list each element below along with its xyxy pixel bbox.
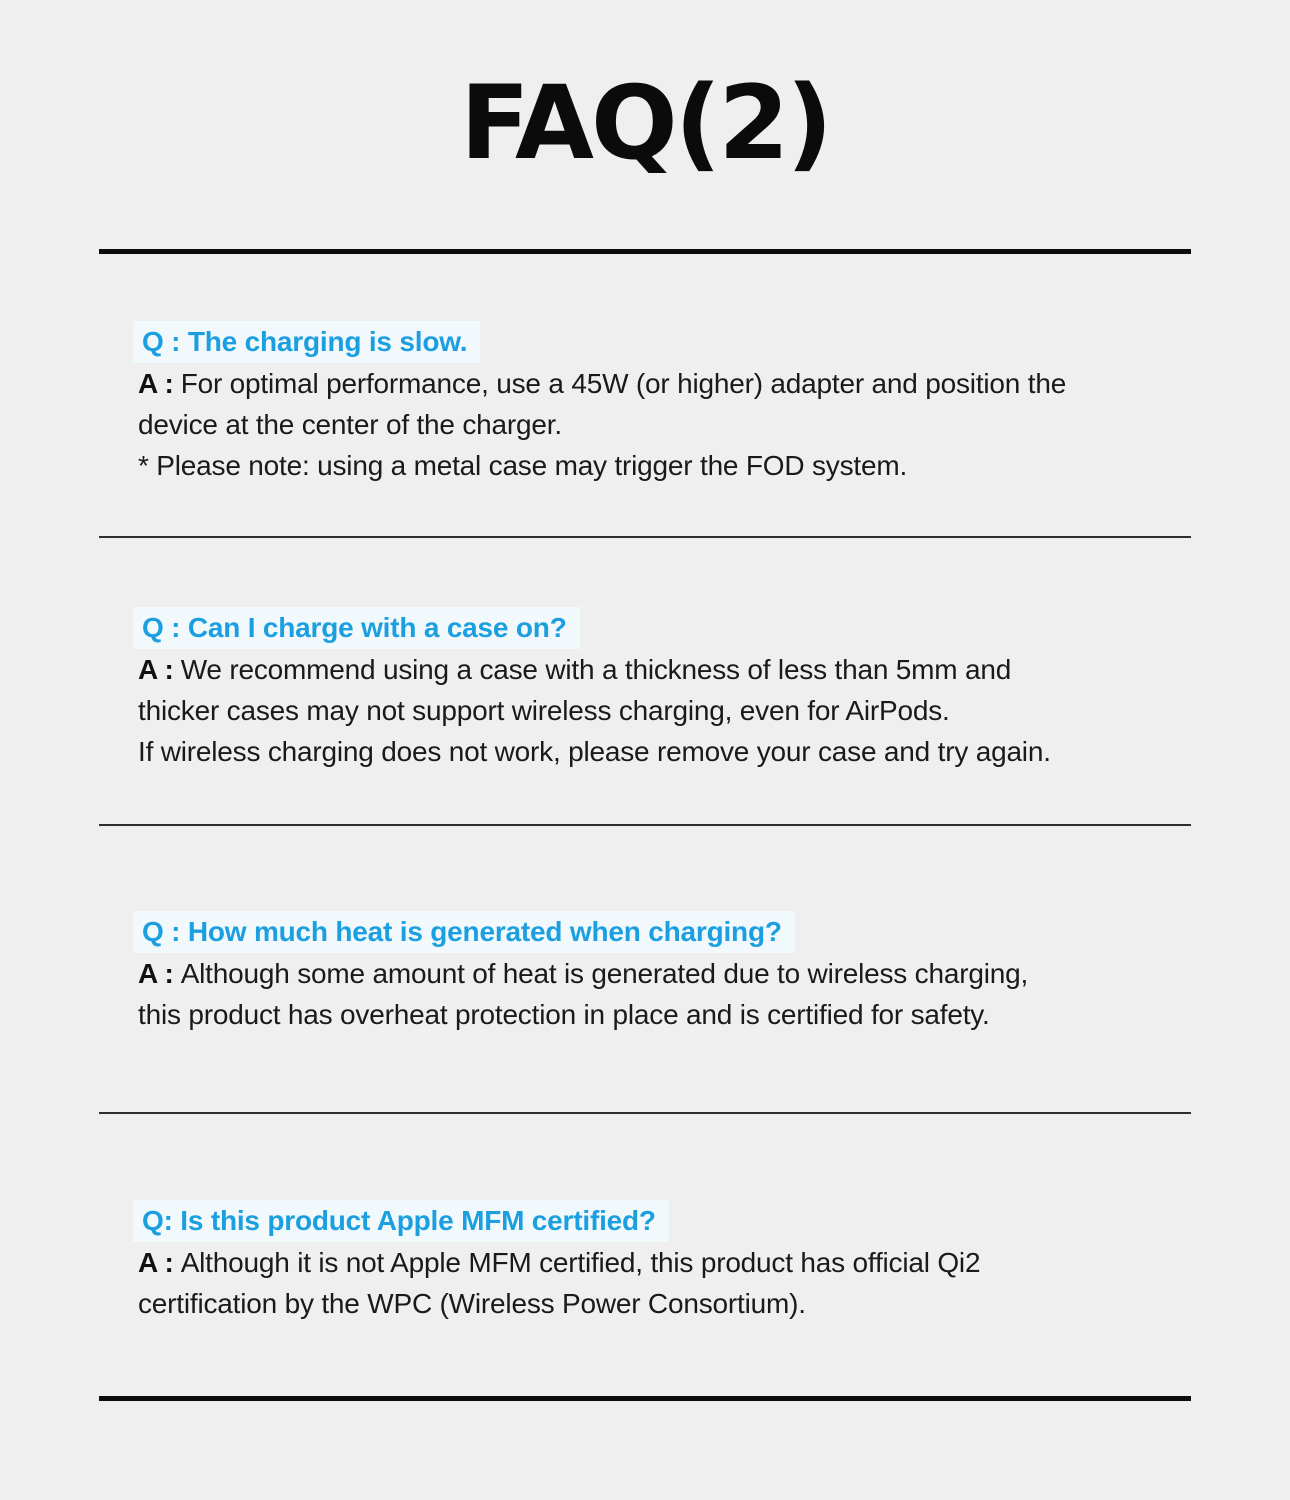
answer-line: thicker cases may not support wireless charging, even for AirPods. (138, 695, 950, 727)
answer-line: If wireless charging does not work, please remove your case and try again. (138, 736, 1051, 768)
answer-prefix: A : (138, 654, 174, 686)
page-title: FAQ(2) (460, 64, 830, 183)
question-text: Q: Is this product Apple MFM certified? (133, 1200, 669, 1242)
answer-block (138, 649, 1191, 772)
answer-prefix: A : (138, 1247, 174, 1279)
answer-line (138, 649, 1191, 690)
answer-block (138, 1242, 1191, 1324)
answer-line (138, 1242, 1191, 1283)
faq-item-case-charging (99, 538, 1191, 824)
answer-line-text: Although some amount of heat is generated due to wireless charging, (180, 958, 1029, 990)
answer-line-text: Although it is not Apple MFM certified, this product has official Qi2 (180, 1247, 981, 1279)
answer-block (138, 363, 1191, 486)
question-text: Q : Can I charge with a case on? (133, 607, 580, 649)
answer-block (138, 953, 1191, 1035)
footnote-line: * Please note: using a metal case may trigger the FOD system. (138, 450, 908, 482)
answer-line: device at the center of the charger. (138, 409, 562, 441)
answer-line-text: We recommend using a case with a thickness of less than 5mm and (180, 654, 1012, 686)
answer-line (138, 363, 1191, 404)
question-text: Q : How much heat is generated when charging? (133, 911, 795, 953)
faq-item-mfm-certified (99, 1114, 1191, 1396)
answer-line-text: For optimal performance, use a 45W (or higher) adapter and position the (180, 368, 1067, 400)
faq-item-charging-slow (99, 254, 1191, 536)
bottom-divider (99, 1396, 1191, 1401)
answer-prefix: A : (138, 368, 174, 400)
answer-line: this product has overheat protection in place and is certified for safety. (138, 999, 990, 1031)
answer-line (138, 953, 1191, 994)
faq-item-heat (99, 826, 1191, 1112)
answer-line: certification by the WPC (Wireless Power Consortium). (138, 1288, 806, 1320)
answer-prefix: A : (138, 958, 174, 990)
question-text: Q : The charging is slow. (133, 321, 480, 363)
